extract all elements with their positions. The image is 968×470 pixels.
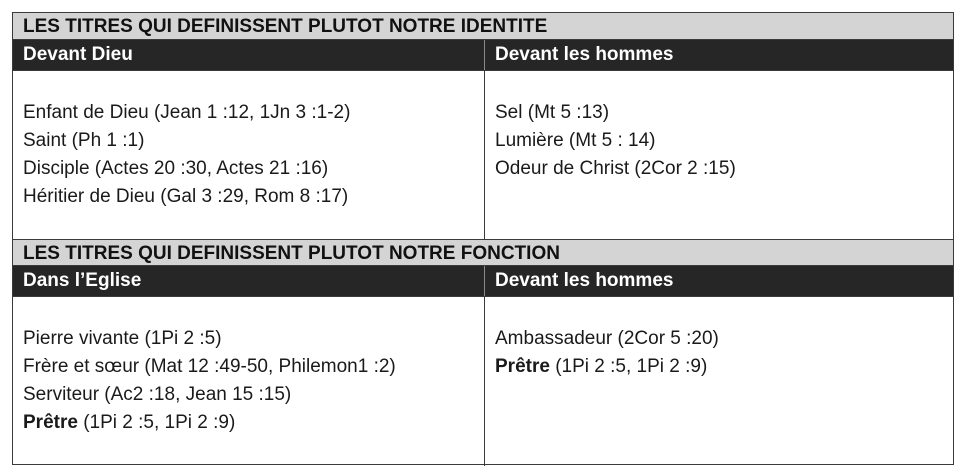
cell-dans-l-eglise (13, 297, 485, 466)
list-item: Frère et sœur (Mat 12 :49-50, Philemon1 :2) (23, 356, 396, 377)
list-item: Pierre vivante (1Pi 2 :5) (23, 328, 222, 349)
section-identity-title: LES TITRES QUI DEFINISSENT PLUTOT NOTRE IDENTITE (13, 13, 953, 40)
list-item: Odeur de Christ (2Cor 2 :15) (495, 158, 736, 179)
cell-devant-dieu (13, 71, 485, 239)
reference-text: (1Pi 2 :5, 1Pi 2 :9) (77, 412, 236, 433)
list-item: Enfant de Dieu (Jean 1 :12, 1Jn 3 :1-2) (23, 102, 351, 123)
bold-term: Prêtre (23, 412, 78, 433)
list-item: Disciple (Actes 20 :30, Actes 21 :16) (23, 158, 329, 179)
list-item: Héritier de Dieu (Gal 3 :29, Rom 8 :17) (23, 186, 349, 207)
cell-devant-les-hommes (485, 71, 953, 239)
list-item: Sel (Mt 5 :13) (495, 102, 610, 123)
list-item: Ambassadeur (2Cor 5 :20) (495, 328, 719, 349)
list-item: Saint (Ph 1 :1) (23, 130, 145, 151)
section-identity-body (13, 70, 953, 239)
list-item: Serviteur (Ac2 :18, Jean 15 :15) (23, 384, 292, 405)
list-item: Lumière (Mt 5 : 14) (495, 130, 656, 151)
section-function-title: LES TITRES QUI DEFINISSENT PLUTOT NOTRE FONCTION (13, 239, 953, 266)
header-dans-l-eglise: Dans l’Eglise (13, 266, 485, 296)
reference-text: (1Pi 2 :5, 1Pi 2 :9) (549, 356, 708, 377)
list-item (23, 409, 484, 437)
titles-table (12, 12, 954, 465)
section-function-body (13, 296, 953, 466)
section-identity-subheader (13, 40, 953, 70)
list-item (495, 353, 953, 381)
header-devant-les-hommes: Devant les hommes (495, 44, 674, 65)
bold-term: Prêtre (495, 356, 550, 377)
header-devant-les-hommes-2: Devant les hommes (495, 270, 674, 291)
cell-devant-les-hommes-2 (485, 297, 953, 466)
section-function-subheader (13, 266, 953, 296)
header-devant-dieu: Devant Dieu (13, 40, 485, 70)
